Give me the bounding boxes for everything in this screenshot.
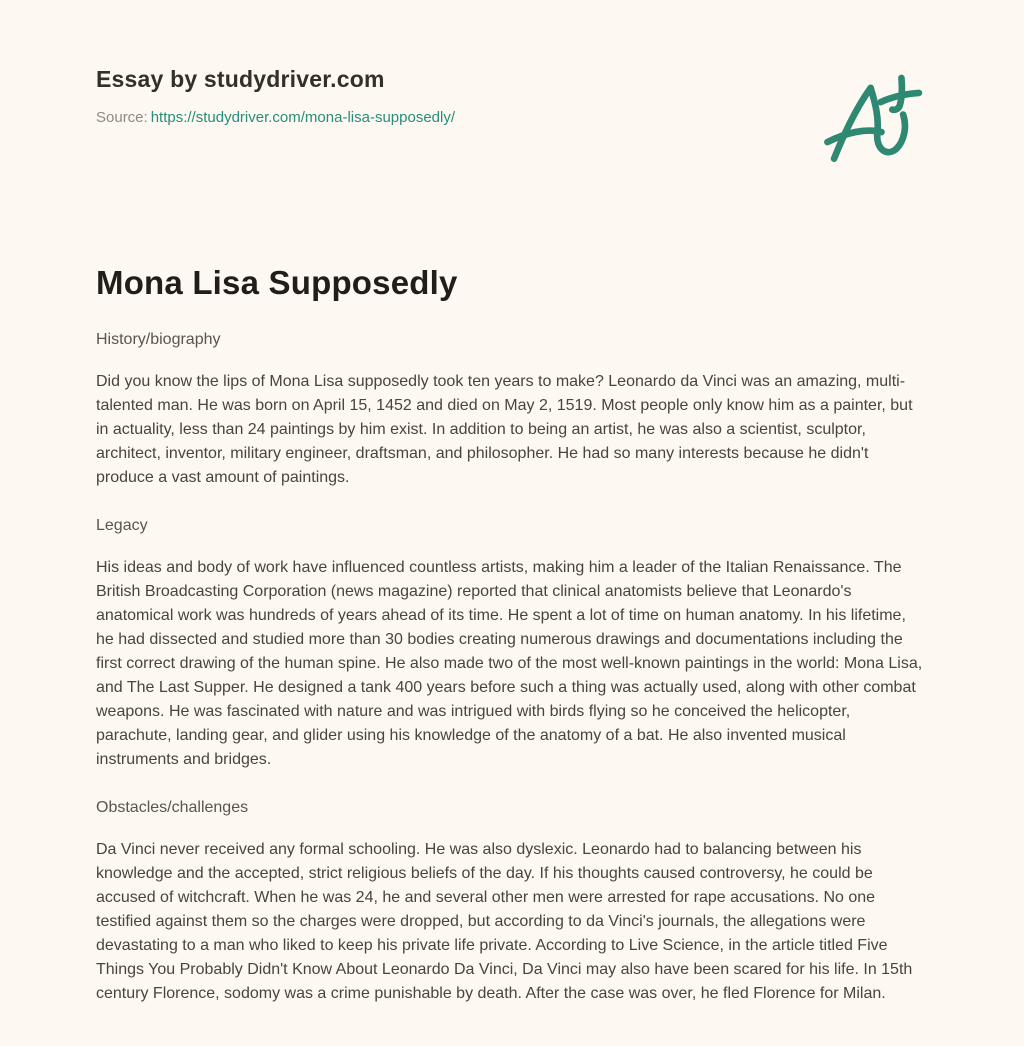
- page-header: [96, 66, 928, 172]
- source-label: Source:: [96, 109, 148, 126]
- section-history-biography: [96, 331, 928, 490]
- section-paragraph: Did you know the lips of Mona Lisa supposedly took ten years to make? Leonardo da Vinci was an amazing, multi-talented man. He was born on April 15, 1452 and died on May 2, 1519. Most people only know him as a painter, but in actuality, less than 24 paintings by him exist. In addition to being an artist, he was also a scientist, sculptor, architect, inventor, military engineer, draftsman, and philosopher. He had so many interests because he didn't produce a vast amount of paintings.: [96, 373, 913, 486]
- header-text-block: [96, 66, 455, 126]
- source-link[interactable]: https://studydriver.com/mona-lisa-supposedly/: [150, 109, 456, 126]
- section-heading: Legacy: [96, 517, 148, 534]
- section-paragraph: His ideas and body of work have influenced countless artists, making him a leader of the Italian Renaissance. The British Broadcasting Corporation (news magazine) reported that clinical anatomists believe that Leonardo's anatomical work was hundreds of years ahead of its time. He spent a lot of time on human anatomy. In his lifetime, he had dissected and studied more than 30 bodies creating numerous drawings and documentations including the first correct drawing of the human spine. He also made two of the most well-known paintings in the world: Mona Lisa, and The Last Supper. He designed a tank 400 years before such a thing was actually used, along with other combat weapons. He was fascinated with nature and was intrigued with birds flying so he conceived the helicopter, parachute, landing gear, and glider using his knowledge of the anatomy of a bat. He also invented musical instruments and bridges.: [96, 559, 923, 768]
- section-paragraph: Da Vinci never received any formal schooling. He was also dyslexic. Leonardo had to balancing between his knowledge and the accepted, strict religious beliefs of the day. If his thoughts caused controversy, he could be accused of witchcraft. When he was 24, he and several other men were arrested for rape accusations. No one testified against them so the charges were dropped, but according to da Vinci's journals, the allegations were devastating to a man who liked to keep his private life private. According to Live Science, in the article titled Five Things You Probably Didn't Know About Leonardo Da Vinci, Da Vinci may also have been scared for his life. In 15th century Florence, sodomy was a crime punishable by death. After the case was over, he fled Florence for Milan.: [96, 841, 913, 1002]
- source-line: [96, 109, 455, 126]
- section-legacy: [96, 517, 928, 772]
- essay-title: Mona Lisa Supposedly: [96, 264, 458, 301]
- a-plus-logo-icon: [820, 68, 928, 172]
- section-obstacles-challenges: [96, 799, 928, 1006]
- section-heading: Obstacles/challenges: [96, 799, 249, 816]
- page-title: Essay by studydriver.com: [96, 66, 385, 92]
- section-heading: History/biography: [96, 331, 221, 348]
